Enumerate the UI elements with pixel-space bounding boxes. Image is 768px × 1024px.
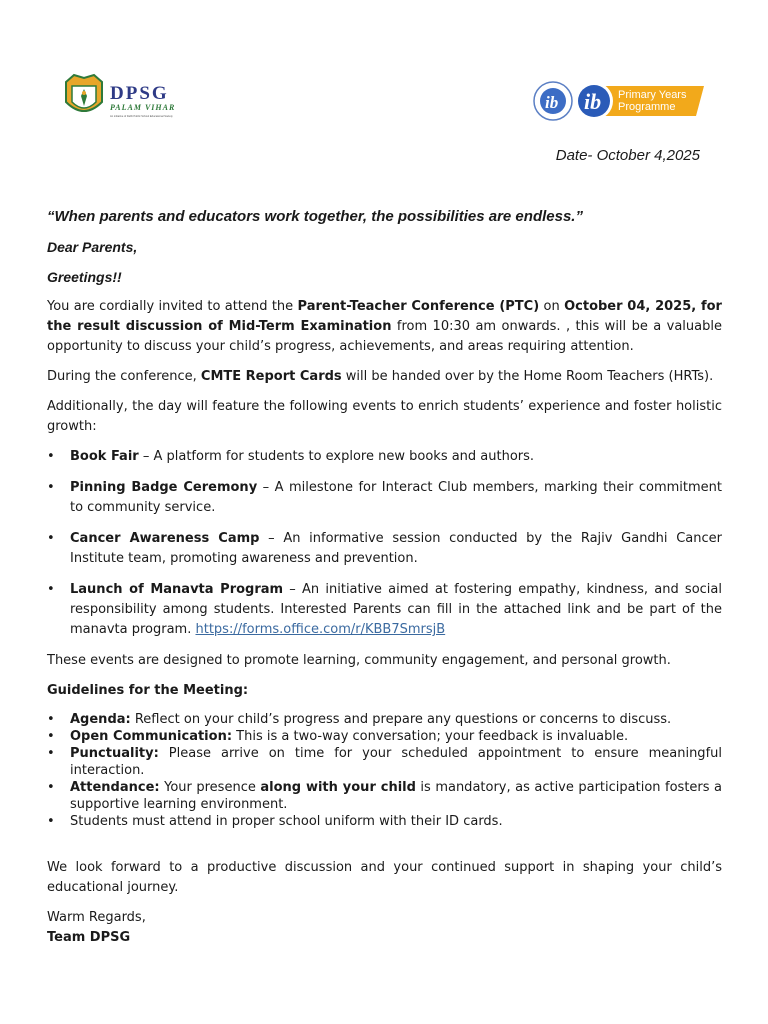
report-text-1: During the conference, <box>47 369 201 384</box>
report-paragraph <box>47 367 722 387</box>
event-item <box>47 478 722 518</box>
letter-date: Date- October 4,2025 <box>555 147 700 164</box>
dpsg-logo <box>60 72 190 122</box>
event-desc: – An informative session conducted by the Rajiv Gandhi Cancer Institute team, promoting awareness and prevention. <box>70 531 722 566</box>
guideline-item <box>47 745 722 779</box>
event-desc: – A milestone for Interact Club members, marking their commitment to community service. <box>70 480 722 515</box>
guideline-desc: Please arrive on time for your scheduled appointment to ensure meaningful interaction. <box>70 746 722 778</box>
guideline-desc: Reflect on your child’s progress and prepare any questions or concerns to discuss. <box>130 712 672 727</box>
intro-paragraph <box>47 297 722 357</box>
greeting: Greetings!! <box>47 269 122 285</box>
ib-pyp-logo <box>532 80 712 122</box>
sign-off-regards: Warm Regards, <box>47 910 146 925</box>
guideline-item <box>47 813 722 830</box>
guideline-title: Open Communication: <box>70 729 233 744</box>
guideline-desc: This is a two-way conversation; your feedback is invaluable. <box>232 729 629 744</box>
ptc-name: Parent-Teacher Conference (PTC) <box>297 299 540 314</box>
intro-text-2: on <box>539 299 565 314</box>
dpsg-name: DPSG <box>110 83 169 104</box>
event-item <box>47 447 722 467</box>
guideline-item <box>47 779 722 813</box>
dpsg-location: PALAM VIHAR <box>110 103 176 112</box>
guideline-desc: Students must attend in proper school uniform with their ID cards. <box>70 814 503 829</box>
event-title: Cancer Awareness Camp <box>70 531 260 546</box>
guidelines-list <box>47 711 722 830</box>
guideline-desc: is mandatory, as active participation fosters a supportive learning environment. <box>70 780 723 812</box>
event-item <box>47 529 722 569</box>
guideline-title: Agenda: <box>70 712 131 727</box>
report-text-2: will be handed over by the Home Room Teachers (HRTs). <box>341 369 714 384</box>
event-desc: – An initiative aimed at fostering empathy, kindness, and social responsibility among students. Interested Parents can fill in the attached link and be part of the manavta program. <box>70 582 722 637</box>
sign-off-team: Team DPSG <box>47 930 131 945</box>
closing-paragraph: We look forward to a productive discussion and your continued support in shaping your child’s educational journey. <box>47 860 722 895</box>
ptc-date-purpose: October 04, 2025, for the result discussion of Mid-Term Examination <box>47 299 722 334</box>
manavta-form-link[interactable]: https://forms.office.com/r/KBB7SmrsjB <box>195 622 446 637</box>
events-outro: These events are designed to promote learning, community engagement, and personal growth. <box>47 653 671 668</box>
intro-text-3: from 10:30 am onwards. , this will be a valuable opportunity to discuss your child’s progress, achievements, and areas requiring attention. <box>47 319 722 354</box>
ib-large-letters: ib <box>584 89 602 114</box>
guideline-item <box>47 711 722 728</box>
events-intro: Additionally, the day will feature the following events to enrich students’ experience and foster holistic growth: <box>47 399 722 434</box>
event-title: Book Fair <box>70 449 139 464</box>
guidelines-heading: Guidelines for the Meeting: <box>47 683 249 698</box>
salutation: Dear Parents, <box>47 239 138 255</box>
dpsg-tagline: An initiative of Delhi Public School Educational Society <box>110 115 173 118</box>
letter-body <box>47 207 722 948</box>
guideline-item <box>47 728 722 745</box>
ib-small-letters: ib <box>545 93 559 112</box>
report-cards: CMTE Report Cards <box>200 369 342 384</box>
opening-quote: “When parents and educators work together, the possibilities are endless.” <box>47 208 583 225</box>
pyp-line-2: Programme <box>618 101 676 113</box>
event-title: Pinning Badge Ceremony <box>70 480 258 495</box>
event-desc: – A platform for students to explore new books and authors. <box>138 449 535 464</box>
pyp-line-1: Primary Years <box>618 89 687 101</box>
event-title: Launch of Manavta Program <box>70 582 284 597</box>
event-item <box>47 580 722 640</box>
intro-text-1: You are cordially invited to attend the <box>47 299 298 314</box>
events-list <box>47 447 722 640</box>
guideline-desc: Your presence <box>159 780 261 795</box>
guideline-emphasis: along with your child <box>260 780 416 795</box>
guideline-title: Punctuality: <box>70 746 159 761</box>
guideline-title: Attendance: <box>70 780 160 795</box>
